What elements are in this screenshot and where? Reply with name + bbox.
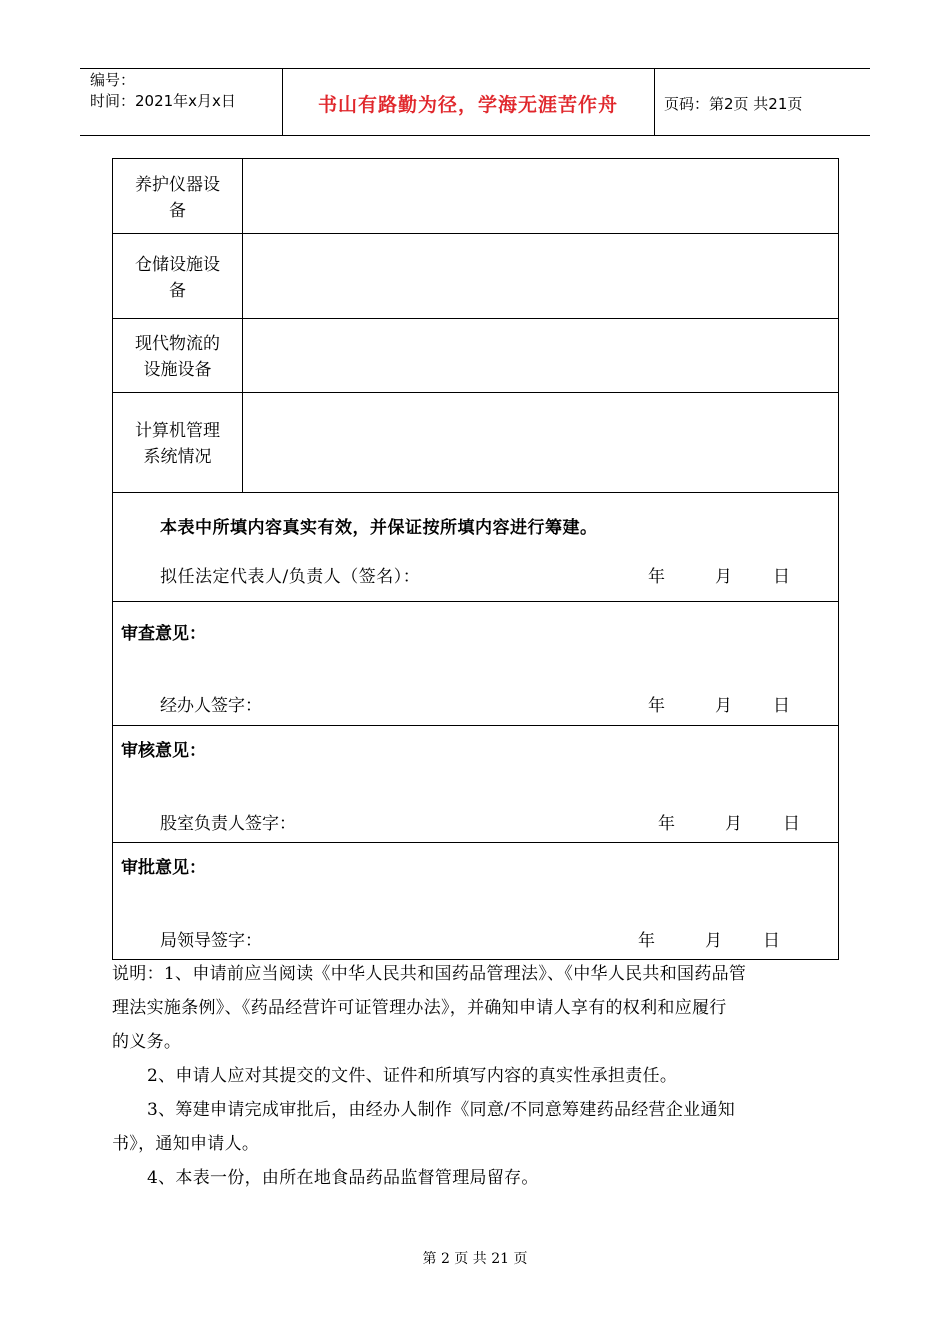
value-cell-maintenance-equipment[interactable] — [243, 159, 838, 233]
header-motto: 书山有路勤为径，学海无涯苦作舟 — [317, 94, 618, 116]
audit-month: 月 — [725, 814, 742, 834]
value-cell-storage-facilities[interactable] — [243, 234, 838, 318]
approval-day: 日 — [763, 931, 780, 951]
audit-day: 日 — [783, 814, 800, 834]
note-3-line-1: 3、筹建申请完成审批后，由经办人制作《同意/不同意筹建药品经营企业通知 — [147, 1100, 736, 1120]
header-number: 编号： — [90, 71, 136, 89]
row-label-maintenance-equipment: 养护仪器设 备 — [135, 175, 220, 221]
row-label-storage-facilities: 仓储设施设 备 — [135, 255, 220, 301]
review-signer-label: 经办人签字： — [160, 696, 262, 716]
note-1-line-3: 的义务。 — [112, 1032, 182, 1052]
declaration-signer-label: 拟任法定代表人/负责人（签名）： — [160, 567, 421, 587]
audit-signer-label: 股室负责人签字： — [160, 814, 296, 834]
value-cell-logistics-facilities[interactable] — [243, 319, 838, 392]
row-separator — [112, 492, 839, 493]
approval-year: 年 — [638, 931, 655, 951]
note-1-line-1: 说明：1、申请前应当阅读《中华人民共和国药品管理法》、《中华人民共和国药品管 — [112, 964, 747, 984]
row-separator — [112, 842, 839, 843]
row-label-computer-system: 计算机管理 系统情况 — [135, 421, 220, 467]
notes-section — [112, 957, 839, 1195]
header-top-rule — [80, 68, 870, 69]
review-day: 日 — [773, 696, 790, 716]
header-time: 时间：2021年x月x日 — [90, 92, 236, 110]
header-divider-right — [654, 68, 655, 136]
header-meta — [90, 70, 236, 112]
note-1-line-2: 理法实施条例》、《药品经营许可证管理办法》，并确知申请人享有的权利和应履行 — [112, 998, 727, 1018]
approval-signer-label: 局领导签字： — [160, 931, 262, 951]
review-month: 月 — [715, 696, 732, 716]
declaration-year: 年 — [648, 567, 665, 587]
declaration-statement: 本表中所填内容真实有效，并保证按所填内容进行筹建。 — [160, 518, 598, 538]
note-4: 4、本表一份，由所在地食品药品监督管理局留存。 — [147, 1168, 539, 1188]
audit-title: 审核意见： — [121, 741, 206, 761]
approval-title: 审批意见： — [121, 858, 206, 878]
page-footer: 第 2 页 共 21 页 — [422, 1251, 528, 1267]
review-year: 年 — [648, 696, 665, 716]
declaration-month: 月 — [715, 567, 732, 587]
row-separator — [112, 725, 839, 726]
value-cell-computer-system[interactable] — [243, 393, 838, 492]
approval-month: 月 — [705, 931, 722, 951]
row-label-logistics-facilities: 现代物流的 设施设备 — [135, 334, 220, 380]
review-title: 审查意见： — [121, 624, 206, 644]
audit-year: 年 — [658, 814, 675, 834]
note-3-line-2: 书》，通知申请人。 — [112, 1134, 260, 1154]
note-2: 2、申请人应对其提交的文件、证件和所填写内容的真实性承担责任。 — [147, 1066, 678, 1086]
declaration-day: 日 — [773, 567, 790, 587]
header-page-number: 页码：第2页 共21页 — [664, 95, 803, 113]
row-separator — [112, 601, 839, 602]
header-bottom-rule — [80, 135, 870, 136]
